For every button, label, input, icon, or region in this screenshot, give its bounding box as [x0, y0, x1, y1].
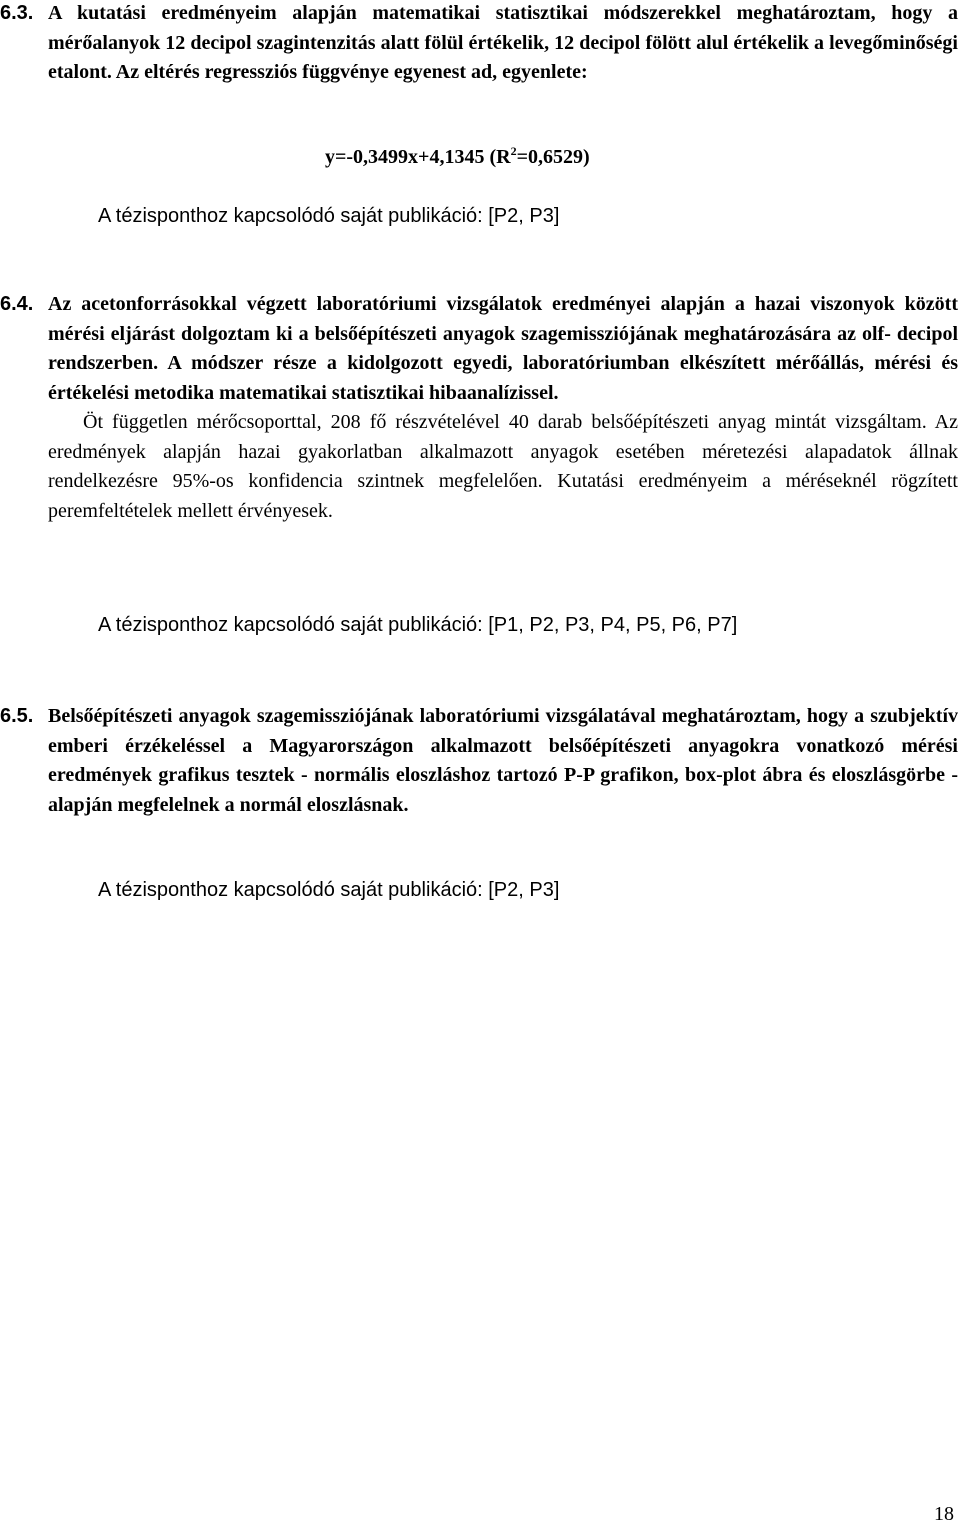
section-number: 6.3. — [0, 2, 34, 24]
section-text: A kutatási eredményeim alapján matematikai statisztikai módszerekkel meghatároztam, hogy a mérőalanyok 12 decipol szagintenzitás alatt fölül értékelik, 12 decipol fölött alul értékelik a levegőminőségi etalont. Az eltérés regressziós függvénye egyenest ad, egyenlete: — [48, 2, 958, 83]
publication-reference: A tézisponthoz kapcsolódó saját publikáció: [P1, P2, P3, P4, P5, P6, P7] — [98, 614, 738, 636]
regression-equation: y=-0,3499x+4,1345 $(R^2=0,6529)$ — [325, 144, 590, 168]
publication-reference: A tézisponthoz kapcsolódó saját publikáció: [P2, P3] — [98, 205, 560, 227]
section-text: Belsőépítészeti anyagok szagemissziójának laboratóriumi vizsgálatával meghatároztam, hogy a szubjektív emberi érzékeléssel a Magyarországon alkalmazott belsőépítészeti anyagokra vonatkozó mérési eredmények grafikus tesztek - normális eloszláshoz tartozó P-P grafikon, box-plot ábra és eloszlásgörbe - alapján megfelelnek a normál eloszlásnak. — [48, 705, 958, 816]
section-6-3 — [0, 0, 958, 88]
publication-reference: A tézisponthoz kapcsolódó saját publikáció: [P2, P3] — [98, 879, 560, 901]
section-6-5 — [0, 702, 958, 820]
section-6-4 — [0, 290, 958, 526]
page-number: 18 — [934, 1503, 954, 1525]
section-number: 6.5. — [0, 705, 34, 727]
section-text-regular: Öt független mérőcsoporttal, 208 fő részvételével 40 darab belsőépítészeti anyag mintát vizsgáltam. Az eredmények alapján hazai gyakorlatban alkalmazott anyagok esetében méretezési alapadatok állnak rendelkezésre 95%-os konfidencia szintnek megfelelően. Kutatási eredményeim a méréseknél rögzített peremfeltételek mellett érvényesek. — [48, 411, 958, 522]
section-number: 6.4. — [0, 293, 34, 315]
section-text-bold: Az acetonforrásokkal végzett laboratóriumi vizsgálatok eredményei alapján a hazai viszonyok között mérési eljárást dolgoztam ki a belsőépítészeti anyagok szagemissziójának meghatározására az olf- decipol rendszerben. A módszer része a kidolgozott egyedi, laboratóriumban elkészített mérőállás, mérési és értékelési metodika matematikai statisztikai hibaanalízissel. — [48, 293, 958, 404]
